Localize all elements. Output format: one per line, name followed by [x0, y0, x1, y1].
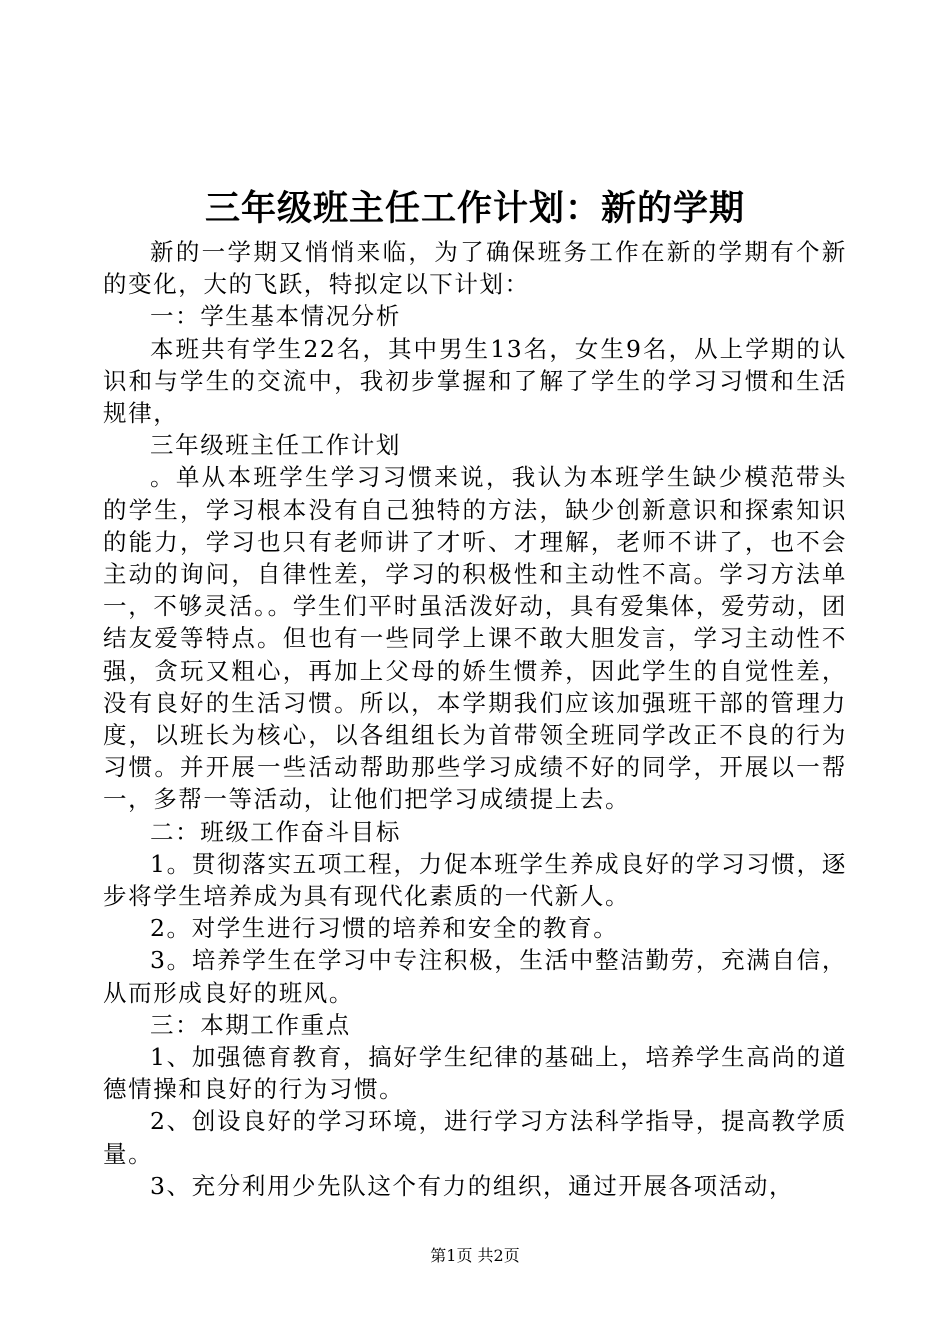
focus-item-2: 2、创设良好的学习环境，进行学习方法科学指导，提高教学质量。: [103, 1107, 847, 1168]
section-heading-2: 二：班级工作奋斗目标: [150, 817, 401, 846]
goal-item-3: 3。培养学生在学习中专注积极，生活中整洁勤劳，充满自信，从而形成良好的班风。: [103, 946, 847, 1007]
document-body: [103, 236, 847, 1202]
paragraph-analysis: 。单从本班学生学习习惯来说，我认为本班学生缺少模范带头的学生，学习根本没有自己独特的方法，缺少创新意识和探索知识的能力，学习也只有老师讲了才听、才理解，老师不讲了，也不会主动的询问，自律性差，学习的积极性和主动性不高。学习方法单一，不够灵活。。学生们平时虽活泼好动，具有爱集体，爱劳动，团结友爱等特点。但也有一些同学上课不敢大胆发言，学习主动性不强，贪玩又粗心，再加上父母的娇生惯养，因此学生的自觉性差，没有良好的生活习惯。所以，本学期我们应该加强班干部的管理力度，以班长为核心，以各组组长为首带领全班同学改正不良的行为习惯。并开展一些活动帮助那些学习成绩不好的同学，开展以一帮一，多帮一等活动，让他们把学习成绩提上去。: [103, 463, 847, 814]
goal-item-2: 2。对学生进行习惯的培养和安全的教育。: [150, 914, 619, 943]
document-title: 三年级班主任工作计划：新的学期: [204, 188, 745, 229]
focus-item-1: 1、加强德育教育，搞好学生纪律的基础上，培养学生高尚的道德情操和良好的行为习惯。: [103, 1043, 847, 1104]
paragraph-intro: 新的一学期又悄悄来临，为了确保班务工作在新的学期有个新的变化，大的飞跃，特拟定以下计划：: [103, 238, 847, 299]
section-heading-1: 一：学生基本情况分析: [150, 302, 401, 331]
goal-item-1: 1。贯彻落实五项工程，力促本班学生养成良好的学习习惯，逐步将学生培养成为具有现代化素质的一代新人。: [103, 849, 847, 911]
focus-item-3: 3、充分利用少先队这个有力的组织，通过开展各项活动，: [150, 1171, 795, 1200]
page-number-footer: 第1页 共2页: [430, 1246, 520, 1265]
paragraph-class-size: 本班共有学生22名，其中男生13名，女生9名，从上学期的认识和与学生的交流中，我初步掌握和了解了学生的学习习惯和生活规律，: [103, 334, 847, 428]
section-heading-3: 三：本期工作重点: [150, 1010, 351, 1039]
paragraph-subtitle: 三年级班主任工作计划: [150, 431, 401, 460]
